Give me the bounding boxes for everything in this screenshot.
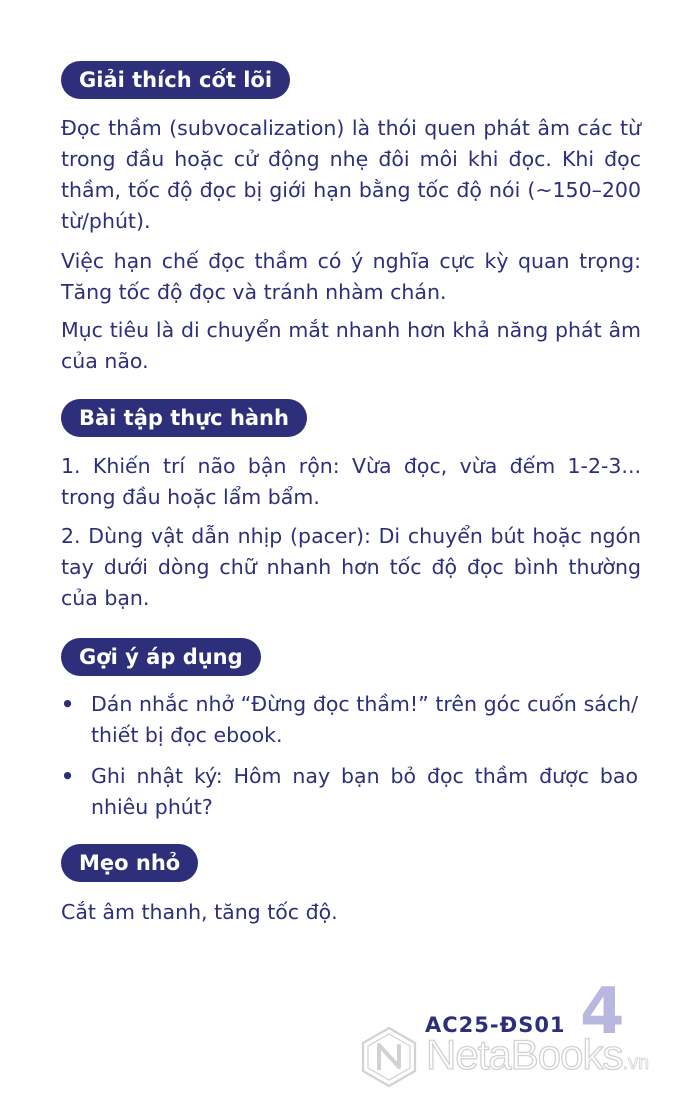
apply-item-text: Dán nhắc nhở “Đừng đọc thầm!” trên góc cuốn sách/ thiết bị đọc ebook. bbox=[91, 692, 638, 747]
footer-code: AC25-ĐS01 bbox=[425, 1013, 566, 1037]
netabooks-watermark bbox=[360, 1022, 695, 1092]
watermark-text: NetaBooks.vn bbox=[426, 1031, 650, 1078]
section-heading-tip: Mẹo nhỏ bbox=[61, 844, 198, 882]
core-paragraph-1: Đọc thầm (subvocalization) là thói quen phát âm các từ trong đầu hoặc cử động nhẹ đôi môi khi đọc. Khi đọc thầm, tốc độ đọc bị giới hạn bằng tốc độ nói (~150–200 từ/phút). bbox=[61, 116, 641, 233]
netabooks-logo-icon bbox=[360, 1026, 418, 1088]
core-paragraph-2: Việc hạn chế đọc thầm có ý nghĩa cực kỳ quan trọng: Tăng tốc độ đọc và tránh nhàm chán. bbox=[61, 249, 641, 304]
apply-item-text: Ghi nhật ký: Hôm nay bạn bỏ đọc thầm được bao nhiêu phút? bbox=[91, 764, 638, 819]
section-heading-apply: Gợi ý áp dụng bbox=[61, 638, 261, 676]
page-number: 4 bbox=[580, 975, 625, 1049]
tip-text: Cắt âm thanh, tăng tốc độ. bbox=[61, 900, 338, 924]
bullet-icon: • bbox=[61, 692, 75, 716]
bullet-icon: • bbox=[61, 764, 75, 788]
section-heading-core: Giải thích cốt lõi bbox=[61, 61, 290, 99]
practice-item-1: 1. Khiến trí não bận rộn: Vừa đọc, vừa đếm 1-2-3... trong đầu hoặc lẩm bẩm. bbox=[61, 454, 641, 509]
core-paragraph-3: Mục tiêu là di chuyển mắt nhanh hơn khả năng phát âm của não. bbox=[61, 318, 641, 373]
practice-item-2: 2. Dùng vật dẫn nhịp (pacer): Di chuyển bút hoặc ngón tay dưới dòng chữ nhanh hơn tốc độ đọc bình thường của bạn. bbox=[61, 524, 641, 610]
section-heading-practice: Bài tập thực hành bbox=[61, 399, 307, 437]
